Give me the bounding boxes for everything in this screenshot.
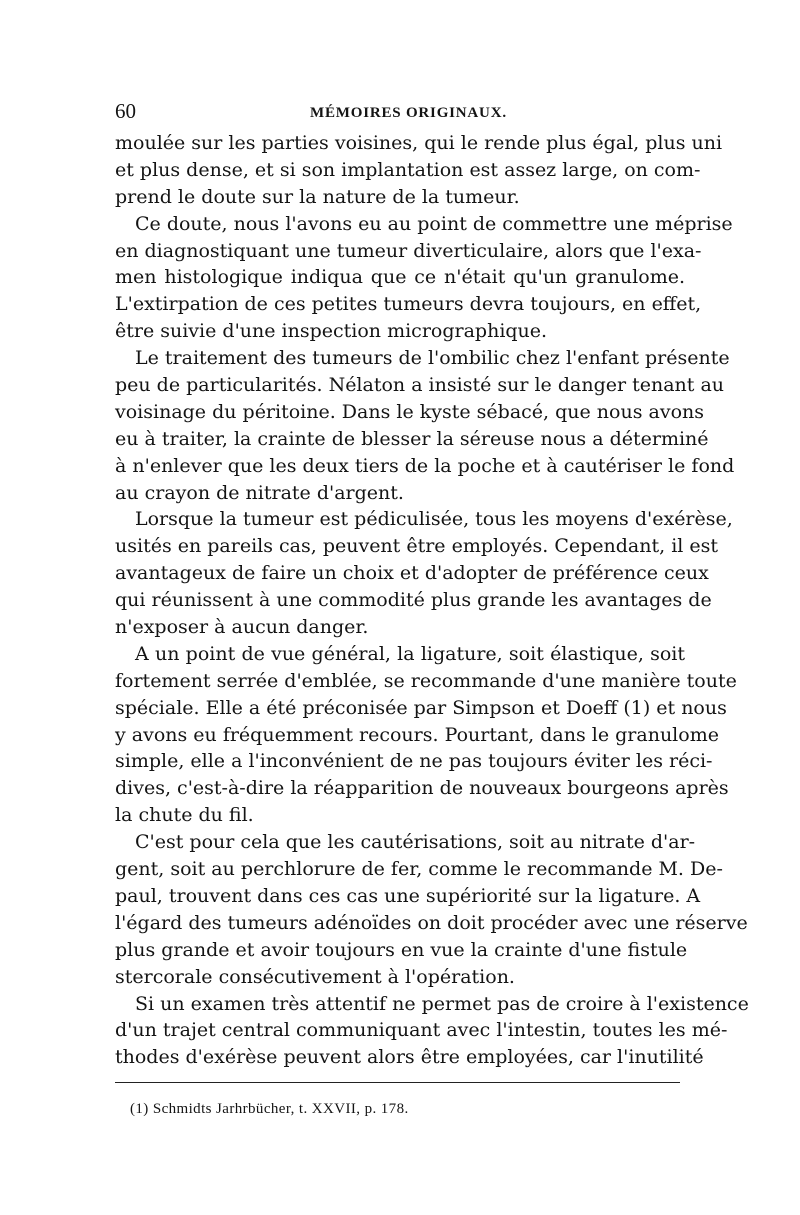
text-line: moulée sur les parties voisines, qui le rende plus égal, plus uni	[115, 132, 723, 154]
text-line: paul, trouvent dans ces cas une supériorité sur la ligature. A	[115, 884, 701, 907]
text-line: prend le doute sur la nature de la tumeur.	[115, 185, 520, 208]
page-number: 60	[115, 99, 136, 123]
page-header	[115, 96, 685, 126]
text-line: Si un examen très attentif ne permet pas de croire à l'existence	[135, 992, 749, 1015]
text-line: n'exposer à aucun danger.	[115, 616, 369, 639]
text-line: spéciale. Elle a été préconisée par Simpson et Doeff (1) et nous	[115, 696, 727, 719]
text-line: voisinage du péritoine. Dans le kyste sébacé, que nous avons	[115, 400, 704, 423]
text-line: avantageux de faire un choix et d'adopter de préférence ceux	[115, 562, 709, 585]
text-line: en diagnostiquant une tumeur diverticulaire, alors que l'exa-	[115, 239, 702, 262]
text-line: et plus dense, et si son implantation est assez large, on com-	[115, 158, 701, 181]
text-line: simple, elle a l'inconvénient de ne pas toujours éviter les réci-	[115, 750, 713, 773]
text-line: dives, c'est-à-dire la réapparition de nouveaux bourgeons après	[115, 777, 729, 800]
footnote: (1) Schmidts Jarhrbücher, t. XXVII, p. 178.	[130, 1101, 409, 1117]
text-line: L'extirpation de ces petites tumeurs devra toujours, en effet,	[115, 293, 702, 316]
text-line: à n'enlever que les deux tiers de la poche et à cautériser le fond	[115, 454, 735, 477]
text-line: Ce doute, nous l'avons eu au point de commettre une méprise	[135, 212, 733, 235]
text-line: men histologique indiqua que ce n'était qu'un granulome.	[115, 266, 685, 289]
text-line: plus grande et avoir toujours en vue la crainte d'une fistule	[115, 938, 688, 961]
text-line: Le traitement des tumeurs de l'ombilic chez l'enfant présente	[135, 347, 730, 370]
text-line: d'un trajet central communiquant avec l'intestin, toutes les mé-	[115, 1019, 728, 1042]
text-line: Lorsque la tumeur est pédiculisée, tous les moyens d'exérèse,	[135, 508, 733, 531]
text-line: y avons eu fréquemment recours. Pourtant, dans le granulome	[115, 723, 719, 746]
text-line: la chute du fil.	[115, 804, 254, 827]
footnote-divider	[115, 1082, 680, 1083]
text-line: gent, soit au perchlorure de fer, comme le recommande M. De-	[115, 858, 723, 881]
body-text	[115, 130, 749, 1071]
text-line: au crayon de nitrate d'argent.	[115, 481, 404, 504]
text-line: eu à traiter, la crainte de blesser la séreuse nous a déterminé	[115, 427, 709, 450]
text-line: peu de particularités. Nélaton a insisté sur le danger tenant au	[115, 374, 725, 397]
text-line: A un point de vue général, la ligature, soit élastique, soit	[135, 642, 685, 665]
running-title: MÉMOIRES ORIGINAUX.	[310, 105, 507, 121]
text-line: stercorale consécutivement à l'opération.	[115, 965, 515, 988]
text-line: qui réunissent à une commodité plus grande les avantages de	[115, 589, 712, 612]
text-line: thodes d'exérèse peuvent alors être employées, car l'inutilité	[115, 1046, 704, 1069]
text-line: usités en pareils cas, peuvent être employés. Cependant, il est	[115, 535, 719, 558]
text-line: être suivie d'une inspection micrographique.	[115, 320, 548, 343]
text-line: l'égard des tumeurs adénoïdes on doit procéder avec une réserve	[115, 911, 748, 934]
text-line: C'est pour cela que les cautérisations, soit au nitrate d'ar-	[135, 831, 696, 854]
text-line: fortement serrée d'emblée, se recommande d'une manière toute	[115, 669, 737, 692]
